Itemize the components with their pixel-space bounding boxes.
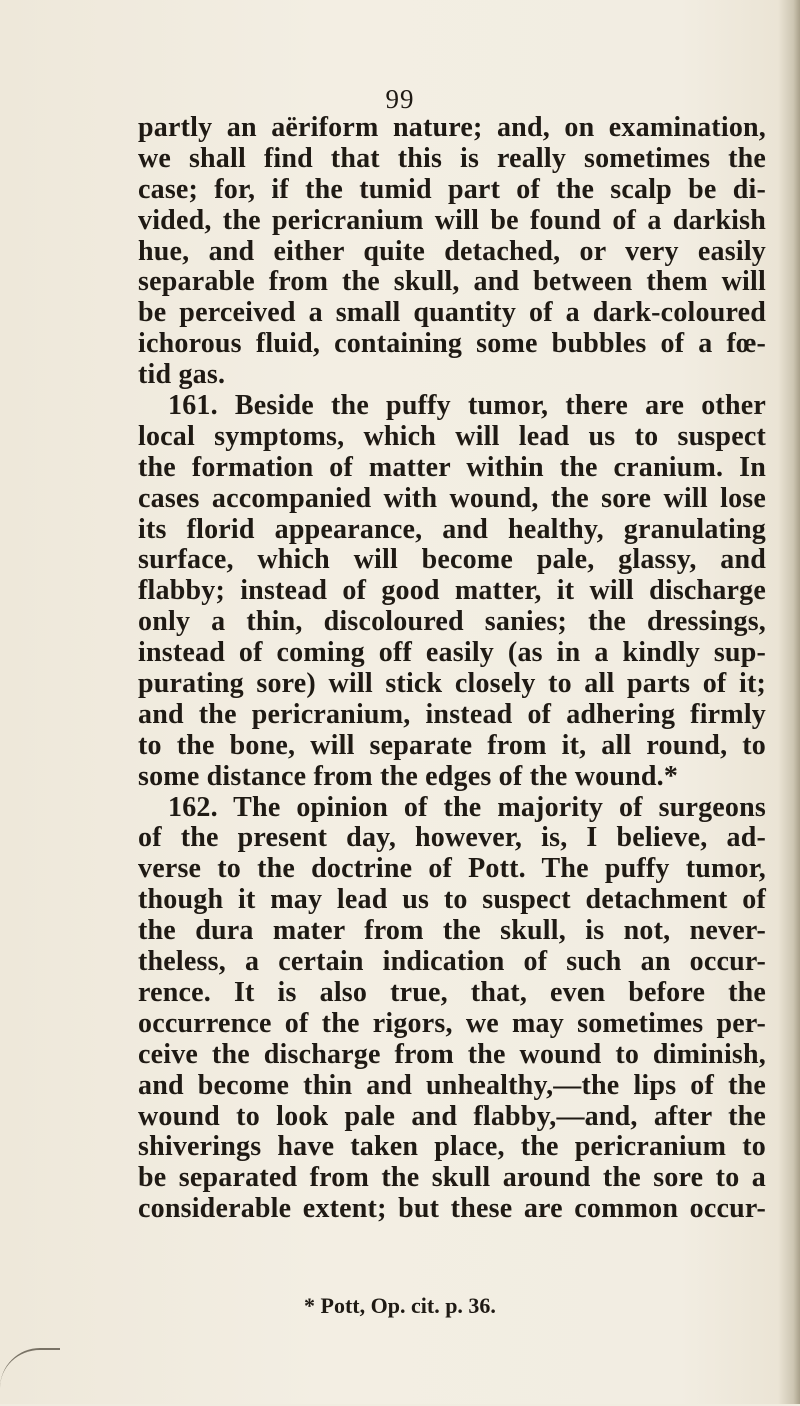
text-line: hue, and either quite detached, or very easily xyxy=(138,235,766,267)
text-line: only a thin, discoloured sanies; the dressings, xyxy=(138,606,766,638)
page-number: 99 xyxy=(385,84,415,114)
paragraph-162-start: 162. The opinion of the majority of surgeons xyxy=(168,791,766,823)
text-line: instead of coming off easily (as in a kindly sup- xyxy=(138,637,766,669)
text-line: of the present day, however, is, I believe, ad- xyxy=(138,822,766,854)
text-line: be separated from the skull around the sore to a xyxy=(138,1162,766,1194)
text-line: and the pericranium, instead of adhering firmly xyxy=(138,698,766,730)
paragraph-161-start: 161. Beside the puffy tumor, there are other xyxy=(168,390,766,422)
body-text xyxy=(138,113,766,1225)
text-line: though it may lead us to suspect detachment of xyxy=(138,884,766,916)
text-line: local symptoms, which will lead us to suspect xyxy=(138,420,766,452)
text-line: its florid appearance, and healthy, granulating xyxy=(138,513,766,545)
text-line: separable from the skull, and between them will xyxy=(138,266,766,298)
text-line: wound to look pale and flabby,—and, after the xyxy=(138,1100,766,1132)
text-line: be perceived a small quantity of a dark-coloured xyxy=(138,297,766,329)
text-line: and become thin and unhealthy,—the lips of the xyxy=(138,1069,766,1101)
text-line: vided, the pericranium will be found of a darkish xyxy=(138,204,766,236)
page-corner-mark xyxy=(0,1348,60,1406)
text-line: tid gas. xyxy=(138,359,226,391)
text-line: ceive the discharge from the wound to diminish, xyxy=(138,1038,766,1070)
text-line: theless, a certain indication of such an occur- xyxy=(138,946,766,978)
text-line: case; for, if the tumid part of the scalp be di- xyxy=(138,173,766,205)
text-line: we shall find that this is really sometimes the xyxy=(138,142,766,174)
text-line: shiverings have taken place, the pericranium to xyxy=(138,1131,766,1163)
text-line: occurrence of the rigors, we may sometimes per- xyxy=(138,1007,766,1039)
text-line: verse to the doctrine of Pott. The puffy tumor, xyxy=(138,853,766,885)
text-line: partly an aëriform nature; and, on examination, xyxy=(138,112,766,143)
page-edge-shadow xyxy=(778,0,800,1404)
text-line: flabby; instead of good matter, it will discharge xyxy=(138,575,766,607)
text-line: purating sore) will stick closely to all parts of it; xyxy=(138,668,766,700)
text-line: surface, which will become pale, glassy, and xyxy=(138,544,766,576)
text-line: some distance from the edges of the wound.* xyxy=(138,760,679,792)
text-line: the dura mater from the skull, is not, never- xyxy=(138,915,766,947)
text-line: to the bone, will separate from it, all round, to xyxy=(138,729,766,761)
text-line: the formation of matter within the cranium. In xyxy=(138,451,766,483)
text-line: cases accompanied with wound, the sore will lose xyxy=(138,482,766,514)
text-line: rence. It is also true, that, even before the xyxy=(138,976,766,1008)
text-line: considerable extent; but these are common occur- xyxy=(138,1193,766,1225)
text-line: ichorous fluid, containing some bubbles of a fœ- xyxy=(138,328,766,360)
footnote: * Pott, Op. cit. p. 36. xyxy=(304,1293,496,1318)
